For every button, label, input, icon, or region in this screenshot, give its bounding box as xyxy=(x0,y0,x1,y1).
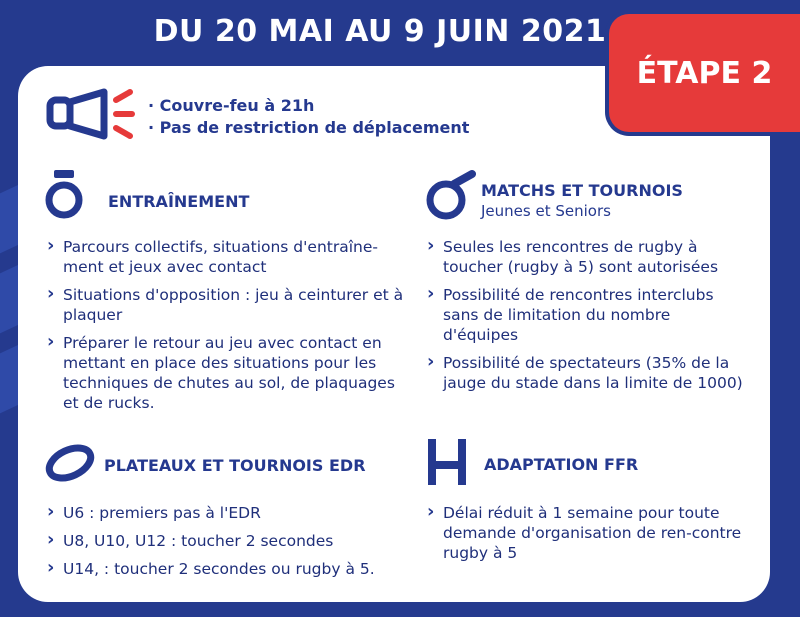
list-item: › Préparer le retour au jeu avec contact en mettant en place des situations pour les techniques de chutes au sol, de plaquages et de rucks. xyxy=(47,333,407,413)
whistle-icon xyxy=(44,168,84,220)
list-item: › Situations d'opposition : jeu à ceinturer et à plaquer xyxy=(47,285,407,325)
section-title-entrainement: ENTRAÎNEMENT xyxy=(108,192,250,211)
entrainement-list xyxy=(47,237,407,421)
list-item: › Délai réduit à 1 semaine pour toute demande d'organisation de ren-contre rugby à 5 xyxy=(427,503,747,563)
section-title-adaptation: ADAPTATION FFR xyxy=(484,455,639,474)
page-title: DU 20 MAI AU 9 JUIN 2021 xyxy=(153,14,607,49)
alert-curfew: · Couvre-feu à 21h xyxy=(148,96,315,115)
whistle-icon xyxy=(424,168,476,220)
section-title-plateaux: PLATEAUX ET TOURNOIS EDR xyxy=(104,456,366,475)
matchs-subtitle: Jeunes et Seniors xyxy=(481,202,611,220)
adaptation-list xyxy=(427,503,747,571)
matchs-list xyxy=(427,237,747,401)
stage-badge: ÉTAPE 2 xyxy=(609,14,800,132)
list-item: › U8, U10, U12 : toucher 2 secondes xyxy=(47,531,407,551)
megaphone-icon xyxy=(46,88,141,140)
list-item: › Parcours collectifs, situations d'entraîne-ment et jeux avec contact xyxy=(47,237,407,277)
goal-posts-icon xyxy=(424,437,470,487)
rugby-ball-icon xyxy=(42,440,98,486)
list-item: › Seules les rencontres de rugby à toucher (rugby à 5) sont autorisées xyxy=(427,237,747,277)
section-title-matchs xyxy=(481,181,683,221)
list-item: › U14, : toucher 2 secondes ou rugby à 5. xyxy=(47,559,407,579)
matchs-title: MATCHS ET TOURNOIS xyxy=(481,181,683,200)
list-item: › Possibilité de rencontres interclubs sans de limitation du nombre d'équipes xyxy=(427,285,747,345)
list-item: › U6 : premiers pas à l'EDR xyxy=(47,503,407,523)
alert-travel: · Pas de restriction de déplacement xyxy=(148,118,470,137)
alert-lines xyxy=(148,95,469,139)
list-item: › Possibilité de spectateurs (35% de la jauge du stade dans la limite de 1000) xyxy=(427,353,747,393)
plateaux-list xyxy=(47,503,407,587)
